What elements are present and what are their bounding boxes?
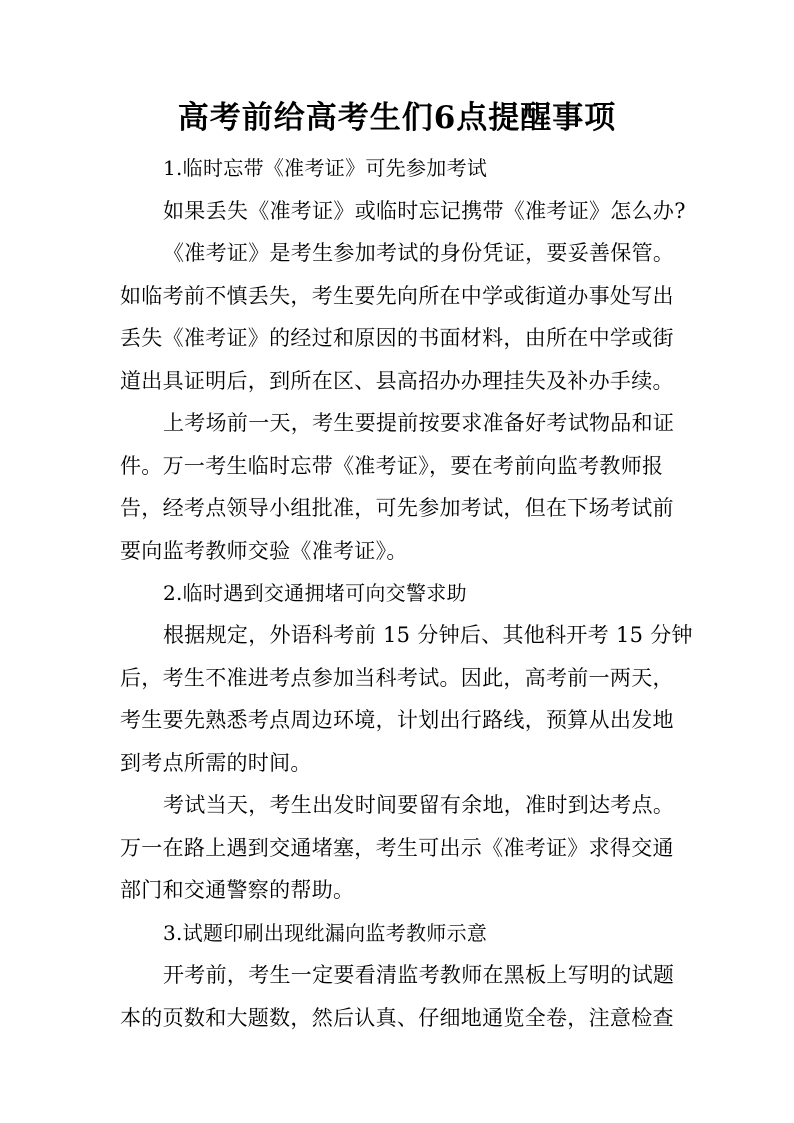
paragraph-line: 后，考生不准进考点参加当科考试。因此，高考前一两天， bbox=[120, 666, 674, 690]
paragraph-line: 道出具证明后，到所在区、县高招办办理挂失及补办手续。 bbox=[120, 369, 674, 393]
paragraph-line: 开考前，考生一定要看清监考教师在黑板上写明的试题 bbox=[163, 963, 675, 987]
paragraph-line: 如临考前不慎丢失，考生要先向所在中学或街道办事处写出 bbox=[120, 284, 674, 308]
paragraph-line: 根据规定，外语科考前 15 分钟后、其他科开考 15 分钟 bbox=[163, 623, 693, 647]
paragraph-line: 万一在路上遇到交通堵塞，考生可出示《准考证》求得交通 bbox=[120, 836, 674, 860]
document-title: 高考前给高考生们6点提醒事项 bbox=[177, 100, 617, 136]
section-heading-2: 2.临时遇到交通拥堵可向交警求助 bbox=[163, 581, 467, 605]
paragraph-line: 丢失《准考证》的经过和原因的书面材料，由所在中学或街 bbox=[120, 326, 674, 350]
section-heading-1: 1.临时忘带《准考证》可先参加考试 bbox=[163, 156, 488, 180]
paragraph-line: 上考场前一天，考生要提前按要求准备好考试物品和证 bbox=[163, 411, 675, 435]
paragraph-line: 《准考证》是考生参加考试的身份凭证，要妥善保管。 bbox=[163, 241, 675, 265]
paragraph-line: 部门和交通警察的帮助。 bbox=[120, 878, 355, 902]
paragraph-line: 到考点所需的时间。 bbox=[120, 751, 312, 775]
paragraph-line: 如果丢失《准考证》或临时忘记携带《准考证》怎么办? bbox=[163, 199, 686, 223]
paragraph-line: 考生要先熟悉考点周边环境，计划出行路线，预算从出发地 bbox=[120, 708, 674, 732]
paragraph-line: 告，经考点领导小组批准，可先参加考试，但在下场考试前 bbox=[120, 496, 674, 520]
section-heading-3: 3.试题印刷出现纰漏向监考教师示意 bbox=[163, 921, 488, 945]
paragraph-line: 件。万一考生临时忘带《准考证》，要在考前向监考教师报 bbox=[120, 454, 664, 478]
paragraph-line: 本的页数和大题数，然后认真、仔细地通览全卷，注意检查 bbox=[120, 1006, 674, 1030]
paragraph-line: 要向监考教师交验《准考证》。 bbox=[120, 539, 408, 563]
paragraph-line: 考试当天，考生出发时间要留有余地，准时到达考点。 bbox=[163, 793, 675, 817]
